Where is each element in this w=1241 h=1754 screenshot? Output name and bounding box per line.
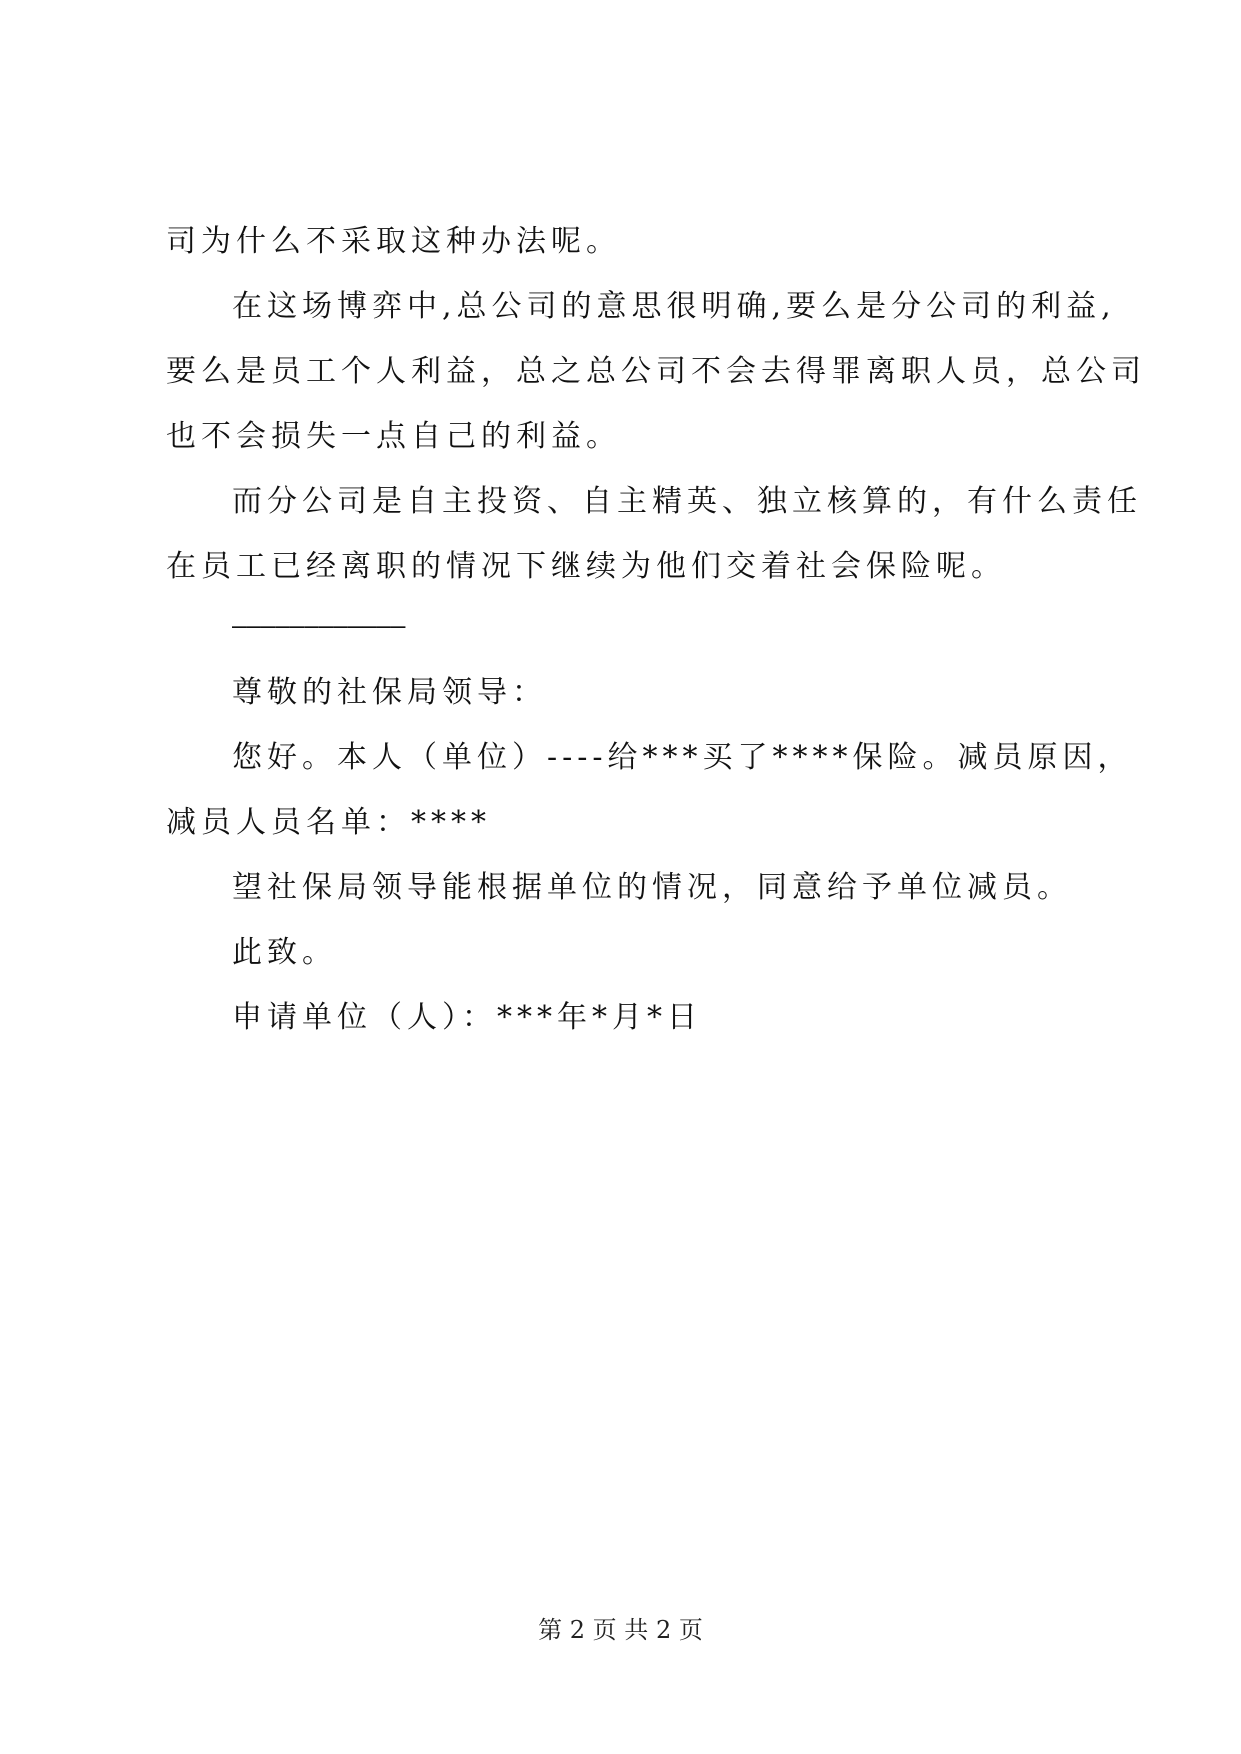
document-body — [166, 224, 1146, 615]
section-separator: ———————————— — [232, 612, 406, 640]
paragraph-line: 而分公司是自主投资、自主精英、独立核算的，有什么责任 — [232, 484, 1142, 519]
letter-line: 此致。 — [232, 935, 337, 970]
paragraph-line: 司为什么不采取这种办法呢。 — [166, 224, 621, 259]
letter-line: 您好。本人（单位）----给***买了****保险。减员原因， — [232, 740, 1133, 775]
letter-line: 减员人员名单：**** — [166, 805, 491, 840]
paragraph-line: 在员工已经离职的情况下继续为他们交着社会保险呢。 — [166, 549, 1006, 584]
paragraph-line: 在这场博弈中,总公司的意思很明确,要么是分公司的利益, — [232, 289, 1116, 324]
letter-line: 申请单位（人）：***年*月*日 — [232, 1000, 702, 1035]
page-number-footer: 第 2 页 共 2 页 — [538, 1616, 703, 1644]
paragraph-line: 要么是员工个人利益，总之总公司不会去得罪离职人员，总公司 — [166, 354, 1146, 389]
letter-body — [166, 675, 1133, 1066]
letter-line: 尊敬的社保局领导： — [232, 675, 547, 710]
paragraph-line: 也不会损失一点自己的利益。 — [166, 419, 621, 454]
letter-line: 望社保局领导能根据单位的情况，同意给予单位减员。 — [232, 870, 1072, 905]
